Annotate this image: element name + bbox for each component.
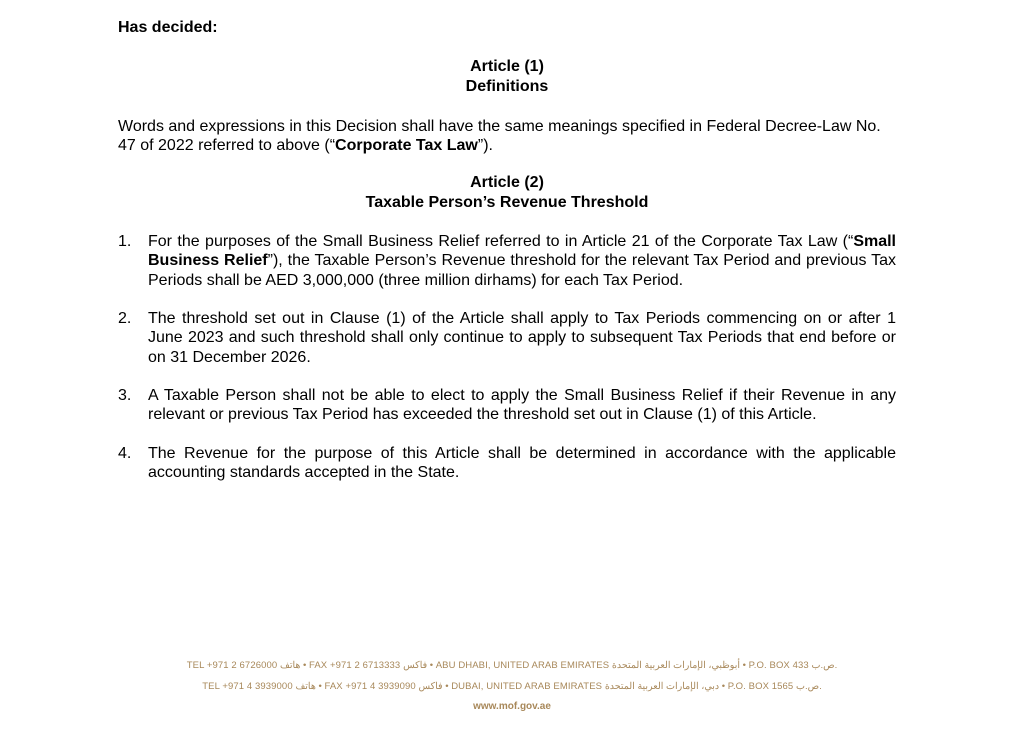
decision-intro: Has decided: xyxy=(118,19,218,36)
article-1-subtitle: Definitions xyxy=(465,77,549,95)
article-1-heading xyxy=(118,57,896,96)
definitions-paragraph xyxy=(118,117,898,155)
clause-number: 3. xyxy=(118,387,132,404)
footer-dubai-contact: TEL +971 4 3939000 هاتف • FAX +971 4 3939090 فاكس • DUBAI, UNITED ARAB EMIRATES دبي، الإمارات العربية المتحدة • P.O. BOX 1565 ص.ب. xyxy=(202,681,822,692)
footer-website-link[interactable]: www.mof.gov.ae xyxy=(473,701,551,712)
definitions-text-before: Words and expressions in this Decision shall have the same meanings specified in Federal Decree-Law No. 47 of 2022 referred to above (“ xyxy=(118,118,881,154)
article-1-title: Article (1) xyxy=(470,58,544,75)
clause-text xyxy=(148,232,896,290)
clause-1-text-before: For the purposes of the Small Business Relief referred to in Article 21 of the Corporate Tax Law (“ xyxy=(148,233,854,250)
article-2-subtitle: Taxable Person’s Revenue Threshold xyxy=(365,193,649,211)
clause-text: The Revenue for the purpose of this Article shall be determined in accordance with the applicable accounting standards accepted in the State. xyxy=(148,445,896,482)
corporate-tax-law-term: Corporate Tax Law xyxy=(335,137,478,154)
clause-text: The threshold set out in Clause (1) of the Article shall apply to Tax Periods commencing on or after 1 June 2023 and such threshold shall only continue to apply to subsequent Tax Periods that end before or on 31 December 2026. xyxy=(148,310,896,366)
clause-number: 4. xyxy=(118,445,132,462)
clause-text: A Taxable Person shall not be able to elect to apply the Small Business Relief if their Revenue in any relevant or previous Tax Period has exceeded the threshold set out in Clause (1) of this Article. xyxy=(148,387,896,424)
clause-number: 2. xyxy=(118,310,132,327)
definitions-text-after: ”). xyxy=(477,137,493,154)
article-2-heading xyxy=(118,173,896,212)
article-2-title: Article (2) xyxy=(470,174,544,191)
small-business-relief-term: Small Business Relief xyxy=(148,233,896,270)
clause-number: 1. xyxy=(118,233,132,250)
clause-1-text-after: ”), the Taxable Person’s Revenue threshold for the relevant Tax Period and previous Tax Periods shall be AED 3,000,000 (three million dirhams) for each Tax Period. xyxy=(148,252,897,289)
footer-abu-dhabi-contact: TEL +971 2 6726000 هاتف • FAX +971 2 6713333 فاكس • ABU DHABI, UNITED ARAB EMIRATES أبوظبي، الإمارات العربية المتحدة • P.O. BOX 433 ص.ب. xyxy=(186,660,838,671)
